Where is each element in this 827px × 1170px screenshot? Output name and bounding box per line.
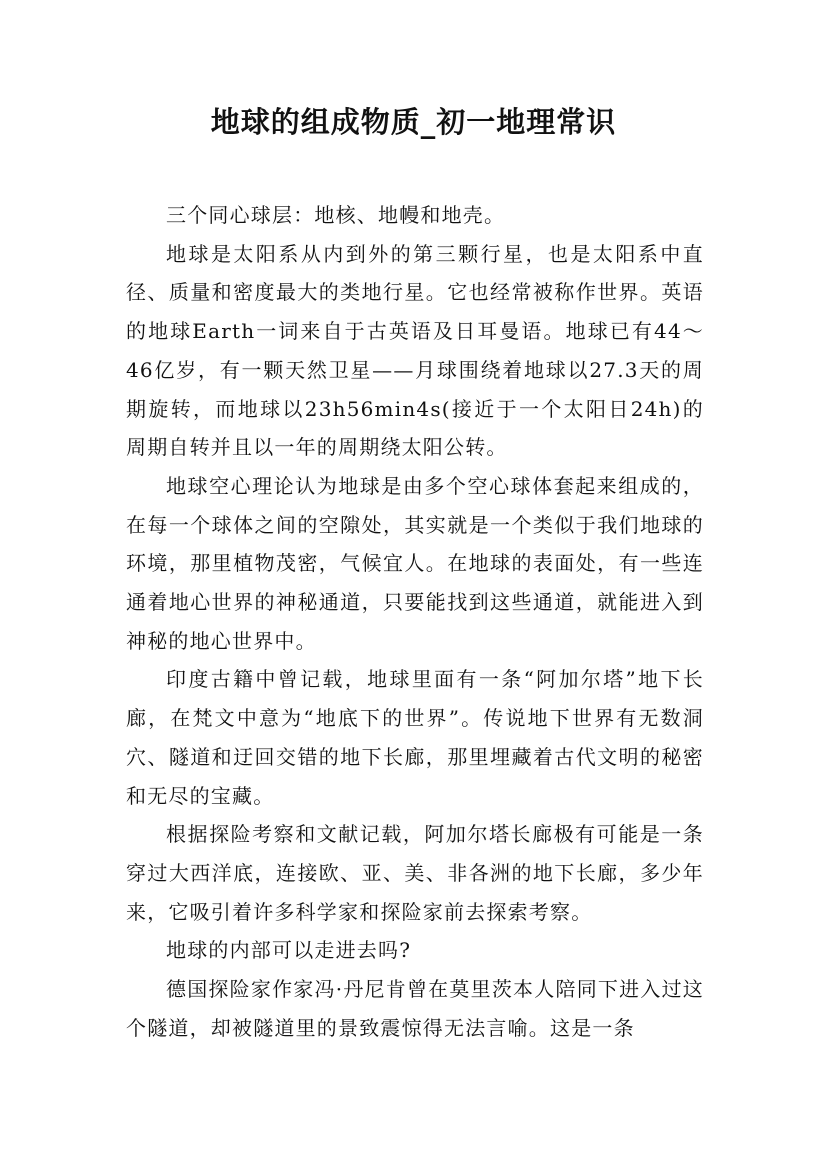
paragraph: 三个同心球层：地核、地幔和地壳。 [166, 203, 506, 227]
document-title: 地球的组成物质_初一地理常识 [210, 105, 617, 139]
paragraph: 印度古籍中曾记载，地球里面有一条“阿加尔塔”地下长廊，在梵文中意为“地底下的世界”。传说地下世界有无数洞穴、隧道和迂回交错的地下长廊，那里埋藏着古代文明的秘密和无尽的宝藏。 [126, 667, 704, 808]
paragraph: 地球空心理论认为地球是由多个空心球体套起来组成的，在每一个球体之间的空隙处，其实就是一个类似于我们地球的环境，那里植物茂密，气候宜人。在地球的表面处，有一些连通着地心世界的神秘通道，只要能找到这些通道，就能进入到神秘的地心世界中。 [126, 473, 704, 653]
document-body [126, 196, 704, 1047]
paragraph: 地球的内部可以走进去吗? [166, 938, 412, 963]
paragraph: 德国探险家作家冯·丹尼肯曾在莫里茨本人陪同下进入过这个隧道，却被隧道里的景致震惊得无法言喻。这是一条 [126, 977, 704, 1040]
paragraph: 根据探险考察和文献记载，阿加尔塔长廊极有可能是一条穿过大西洋底，连接欧、亚、美、非各洲的地下长廊，多少年来，它吸引着许多科学家和探险家前去探索考察。 [126, 822, 704, 924]
paragraph: 地球是太阳系从内到外的第三颗行星，也是太阳系中直径、质量和密度最大的类地行星。它也经常被称作世界。英语的地球Earth一词来自于古英语及日耳曼语。地球已有44～46亿岁，有一颗天然卫星——月球围绕着地球以27.3天的周期旋转，而地球以23h56min4s(接近于一个太阳日24h)的周期自转并且以一年的周期绕太阳公转。 [126, 241, 704, 460]
